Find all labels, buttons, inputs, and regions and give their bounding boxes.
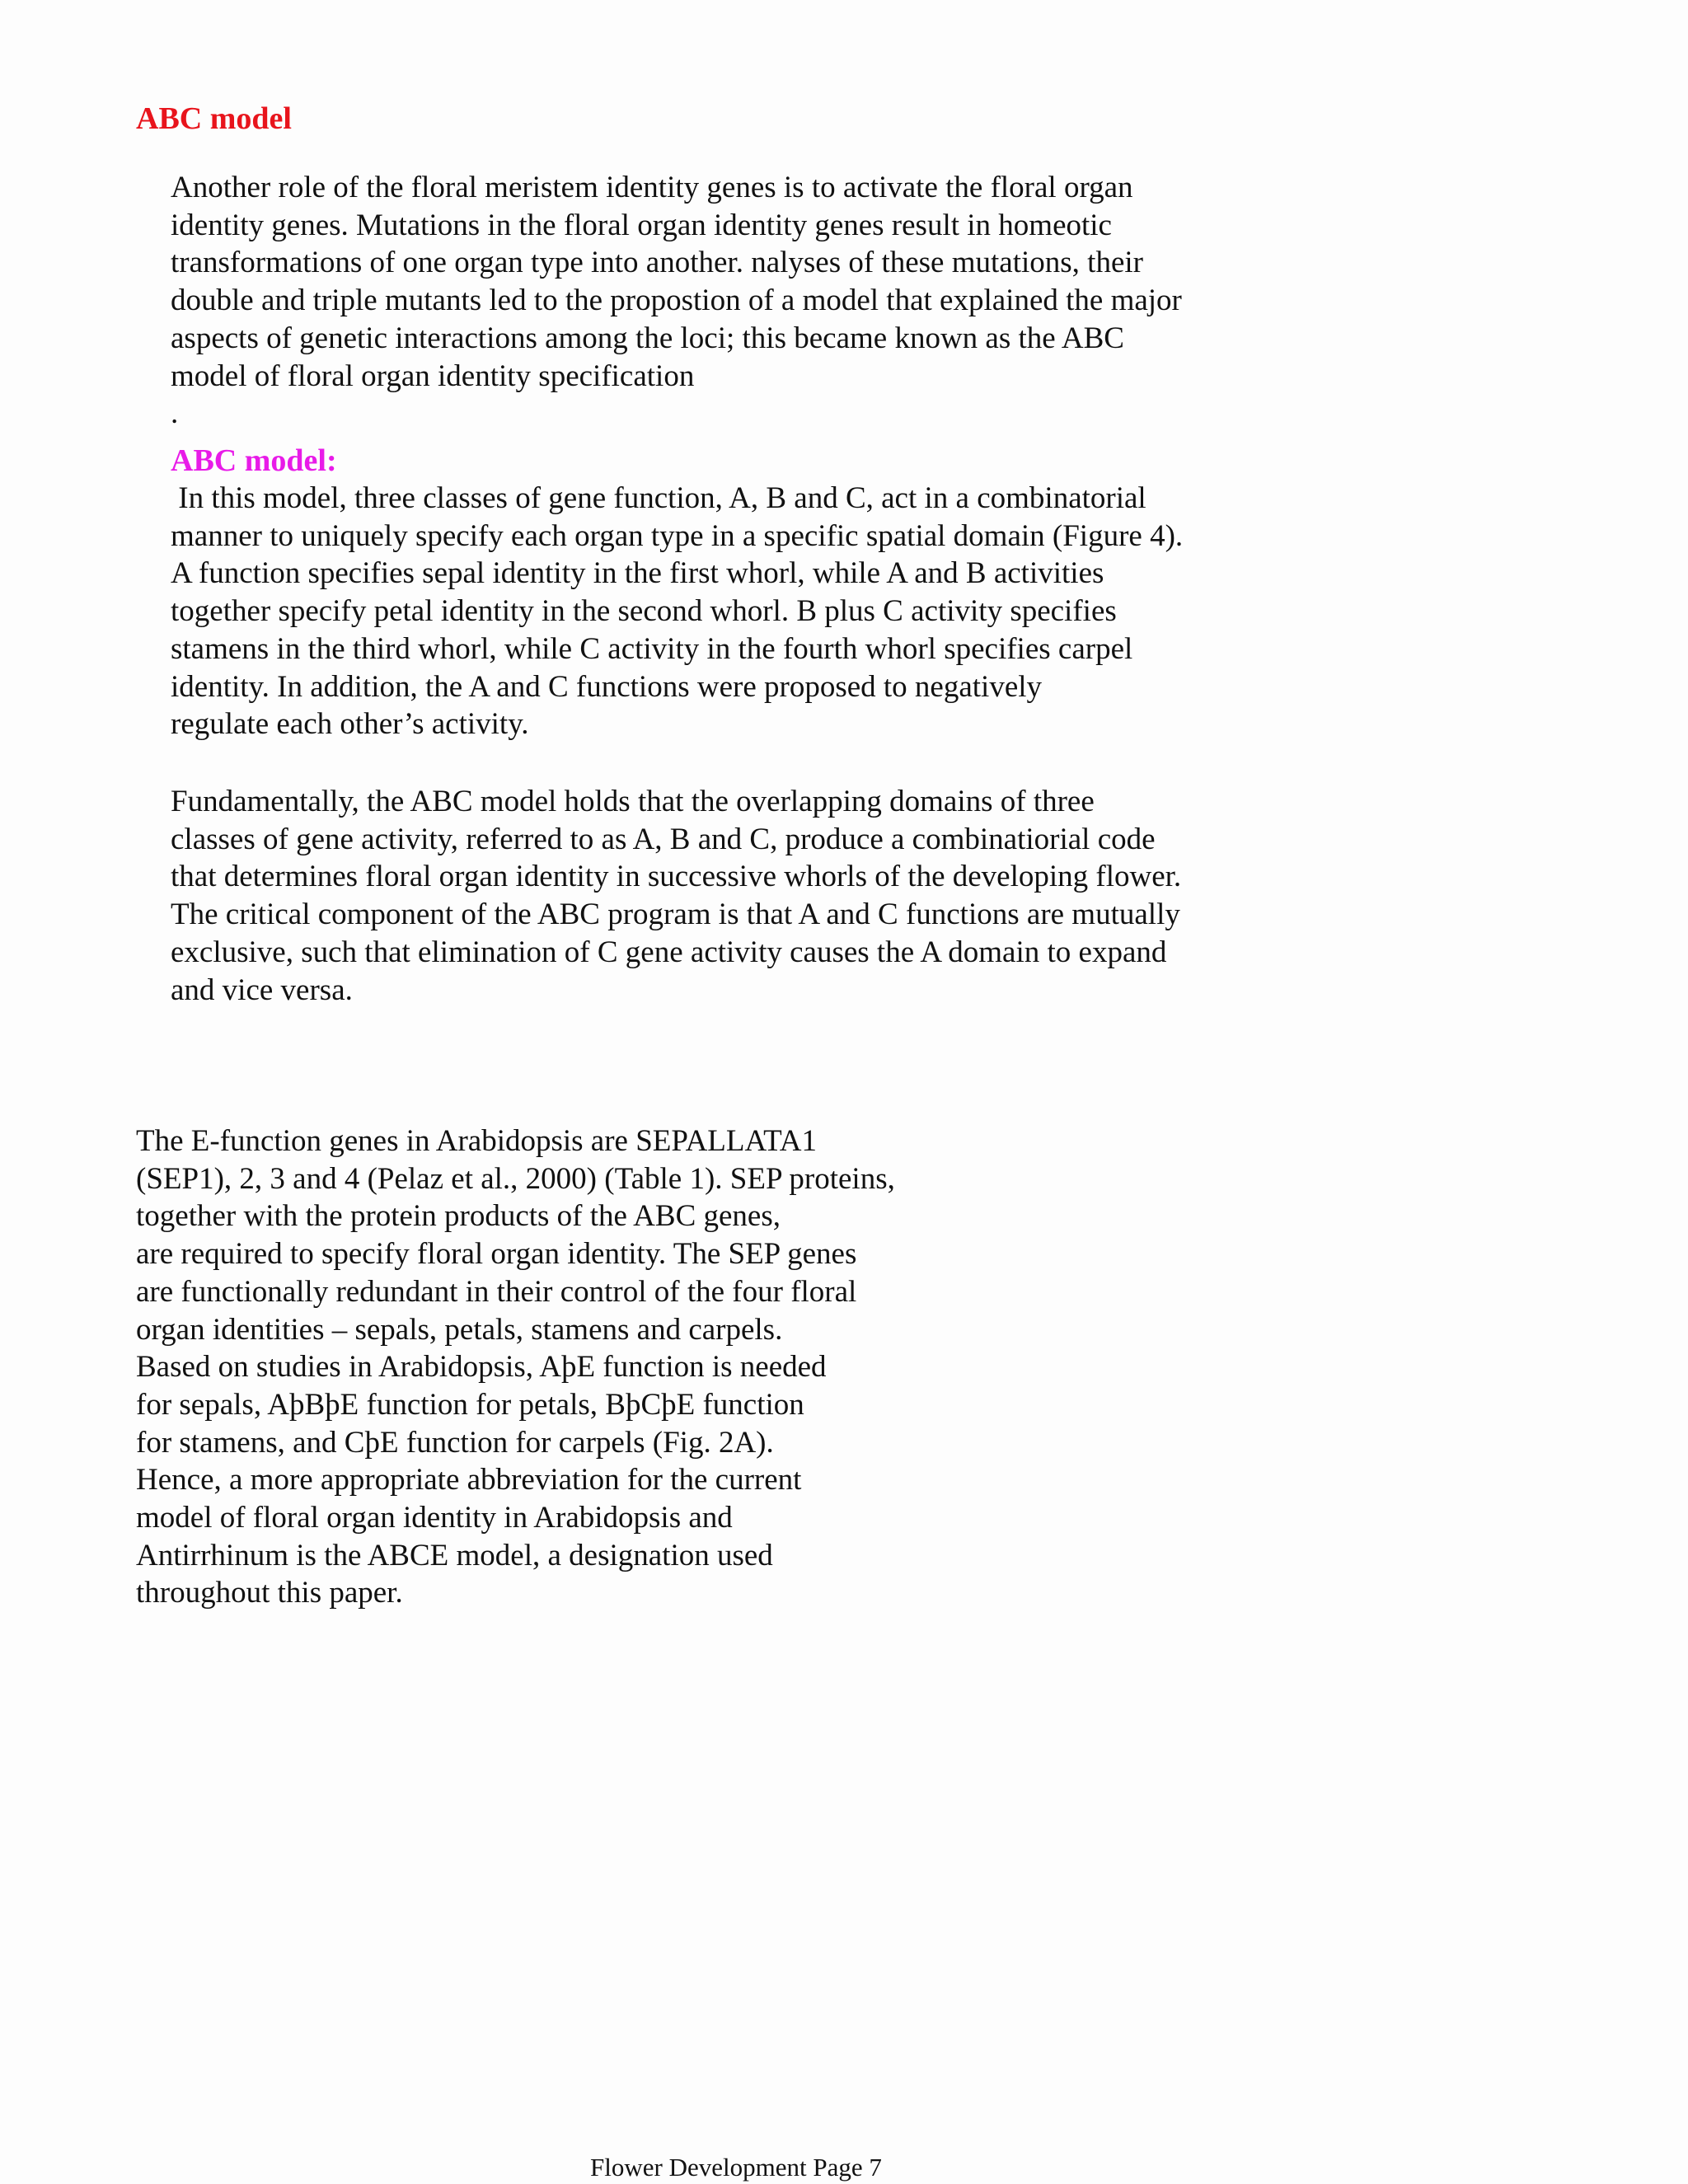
section-heading: ABC model [136, 101, 292, 136]
page-footer: Flower Development Page 7 [590, 2153, 882, 2182]
intro-paragraph: Another role of the floral meristem identity genes is to activate the floral organ identity genes. Mutations in the floral organ identity genes result in homeotic transformations of one organ type into another. nalyses of these mutations, their double and triple mutants led to the propostion of a model that explained the major aspects of genetic interactions among the loci; this became known as the ABC model of floral organ identity specification . [171, 171, 1182, 431]
fundamentals-paragraph: Fundamentally, the ABC model holds that the overlapping domains of three classes of gene activity, referred to as A, B and C, produce a combinatiorial code that determines floral organ identity in successive whorls of the developing flower. The critical component of the ABC program is that A and C functions are mutually exclusive, such that elimination of C gene activity causes the A domain to expand and vice versa. [171, 785, 1182, 1007]
e-function-paragraph: The E-function genes in Arabidopsis are SEPALLATA1 (SEP1), 2, 3 and 4 (Pelaz et al., 2000) (Table 1). SEP proteins, together with the protein products of the ABC genes, are required to specify floral organ identity. The SEP genes are functionally redundant in their control of the four floral organ identities – sepals, petals, stamens and carpels. Based on studies in Arabidopsis, AþE function is needed for sepals, AþBþE function for petals, BþCþE function for stamens, and CþE function for carpels (Fig. 2A). Hence, a more appropriate abbreviation for the current model of floral organ identity in Arabidopsis and Antirrhinum is the ABCE model, a designation used throughout this paper. [136, 1124, 895, 1610]
model-description-paragraph: In this model, three classes of gene function, A, B and C, act in a combinatorial manner to uniquely specify each organ type in a specific spatial domain (Figure 4). A function specifies sepal identity in the first whorl, while A and B activities together specify petal identity in the second whorl. B plus C activity specifies stamens in the third whorl, while C activity in the fourth whorl specifies carpel identity. In addition, the A and C functions were proposed to negatively regulate each other’s activity. [171, 481, 1184, 742]
subsection-heading: ABC model: [171, 443, 337, 478]
